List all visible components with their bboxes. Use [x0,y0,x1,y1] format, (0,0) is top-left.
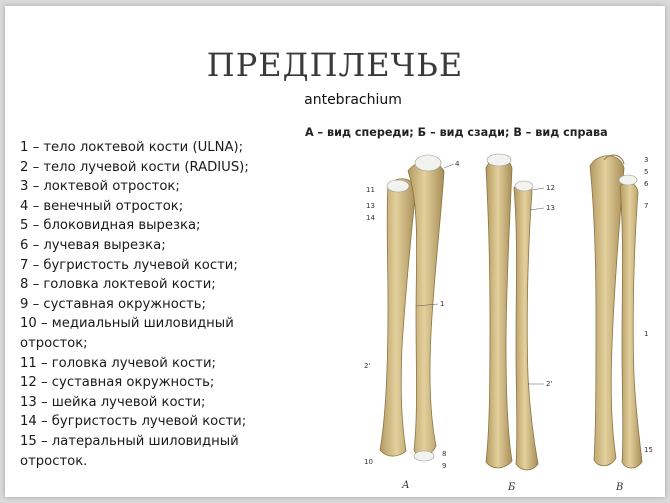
legend-item: 11 – головка лучевой кости; [20,355,216,371]
legend-item: отросток. [20,453,88,469]
legend-list [20,138,320,471]
panel-a-front-view [364,155,460,491]
legend-item: 6 – лучевая вырезка; [20,237,166,253]
svg-text:8: 8 [442,450,447,458]
panel-label-c: В [616,482,624,493]
legend-item: 5 – блоковидная вырезка; [20,218,201,234]
panel-label-b: Б [508,482,516,493]
legend-item: 14 – бугристость лучевой кости; [20,414,247,430]
svg-text:1: 1 [440,300,445,308]
legend-item: 9 – суставная окружность; [20,296,206,312]
slide [5,6,665,497]
svg-text:10: 10 [364,458,373,466]
svg-text:9: 9 [442,462,447,470]
legend-item: 4 – венечный отросток; [20,198,184,214]
page-subtitle: antebrachium [304,92,402,108]
panel-c-right-view [590,155,653,493]
views-caption: А – вид спереди; Б – вид сзади; В – вид справа [305,126,608,139]
svg-text:14: 14 [366,214,375,222]
legend-item: 12 – суставная окружность; [20,375,215,391]
svg-text:6: 6 [644,180,649,188]
legend-item: 7 – бугристость лучевой кости; [20,257,238,273]
svg-text:2': 2' [546,380,553,388]
legend-item: 13 – шейка лучевой кости; [20,394,206,410]
svg-text:2': 2' [364,362,371,370]
svg-text:1: 1 [644,330,649,338]
svg-text:15: 15 [644,446,653,454]
svg-text:13: 13 [546,204,555,212]
legend-item: 1 – тело локтевой кости (ULNA); [20,140,244,155]
legend-item: 15 – латеральный шиловидный [20,433,239,449]
legend-item: отросток; [20,335,88,351]
svg-text:13: 13 [366,202,375,210]
legend-item: 10 – медиальный шиловидный [20,316,234,332]
svg-text:7: 7 [644,202,649,210]
svg-text:11: 11 [366,186,375,194]
legend-item: 2 – тело лучевой кости (RADIUS); [20,159,249,175]
panel-label-a: А [402,480,410,491]
svg-text:12: 12 [546,184,555,192]
forearm-bones-illustration [358,146,658,496]
svg-text:5: 5 [644,168,649,176]
legend-item: 8 – головка локтевой кости; [20,277,216,293]
svg-text:4: 4 [455,160,460,168]
legend-item: 3 – локтевой отросток; [20,179,180,195]
panel-b-back-view [486,154,555,493]
svg-text:3: 3 [644,156,649,164]
page-title: ПРЕДПЛЕЧЬЕ [206,46,464,84]
